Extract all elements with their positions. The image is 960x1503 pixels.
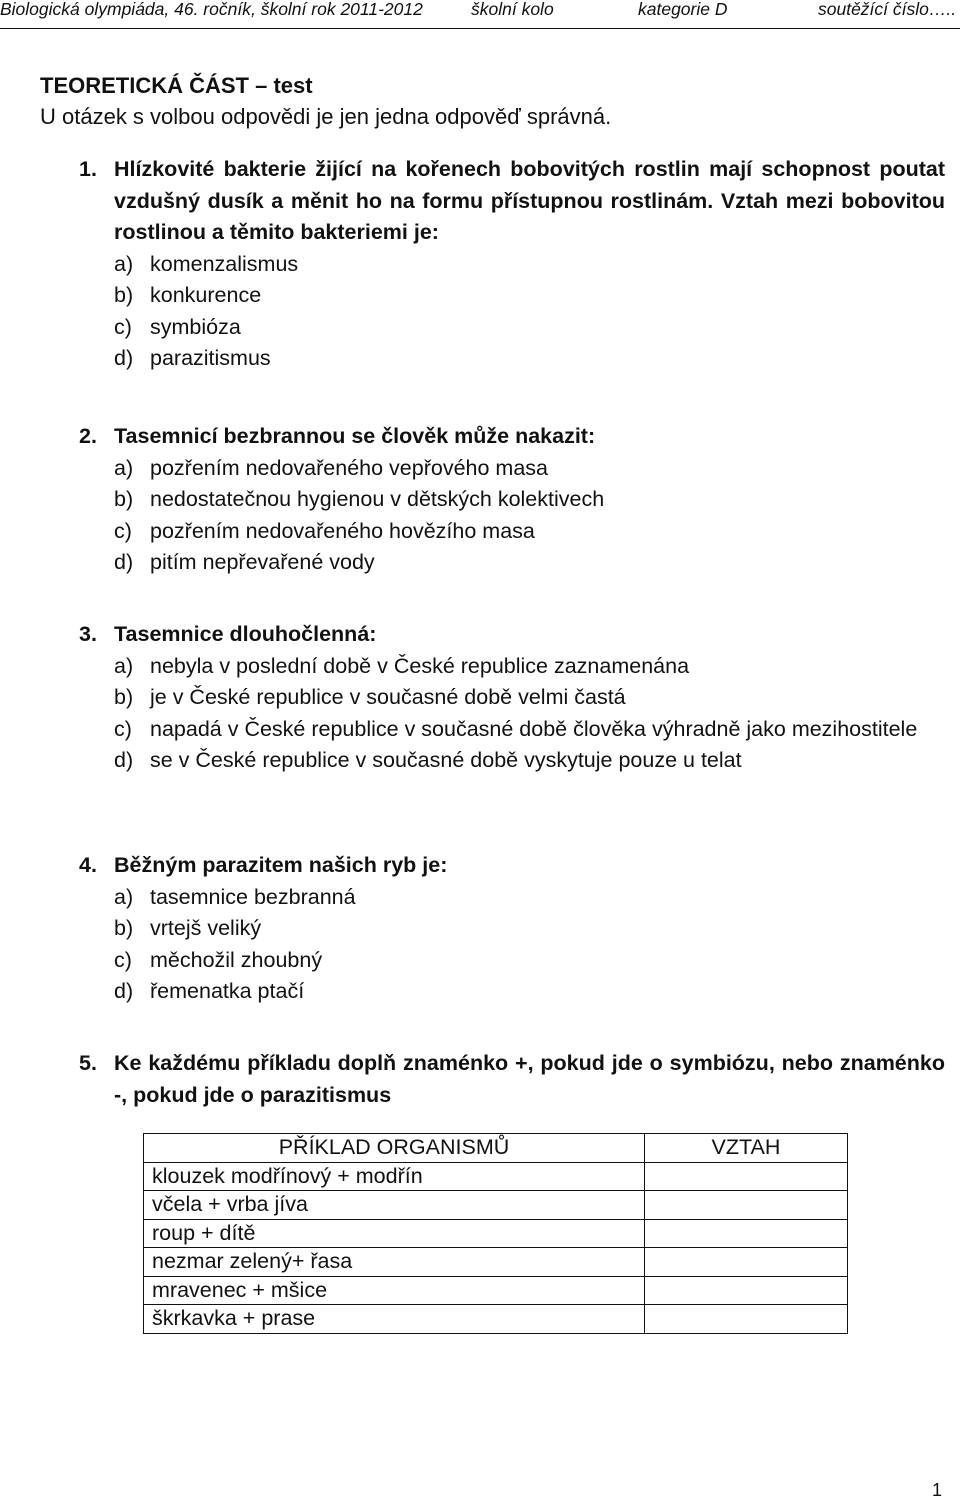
option-text: pitím nepřevařené vody [150, 550, 375, 574]
relation-input-cell[interactable] [645, 1276, 848, 1305]
column-header-examples: PŘÍKLAD ORGANISMŮ [144, 1134, 645, 1163]
question-number: 4. [79, 853, 97, 877]
relation-input-cell[interactable] [645, 1248, 848, 1277]
question-1 [79, 154, 945, 375]
question-text: Tasemnicí bezbrannou se člověk může nakazit: [114, 424, 596, 448]
answer-option[interactable] [114, 280, 945, 312]
option-text: vrtejš veliký [150, 916, 262, 940]
option-letter: a) [114, 455, 134, 480]
answer-option[interactable] [114, 547, 945, 579]
option-letter: c) [114, 314, 132, 339]
organism-pair: roup + dítě [144, 1219, 645, 1248]
question-text: Tasemnice dlouhočlenná: [114, 622, 377, 646]
table-row [144, 1248, 848, 1277]
question-number: 2. [79, 424, 97, 448]
page-header [0, 0, 960, 29]
relation-input-cell[interactable] [645, 1219, 848, 1248]
answer-option[interactable] [114, 714, 945, 746]
option-letter: b) [114, 685, 134, 709]
relationship-table [143, 1133, 848, 1334]
organism-pair: klouzek modřínový + modřín [144, 1162, 645, 1191]
answer-option[interactable] [114, 651, 945, 683]
answer-option[interactable] [114, 249, 945, 281]
table-row [144, 1191, 848, 1220]
table-header-row [144, 1134, 848, 1163]
question-text: Ke každému příkladu doplň znaménko +, pokud jde o symbiózu, nebo znaménko -, pokud jde o parazitismus [114, 1051, 945, 1107]
option-text: řemenatka ptačí [150, 979, 305, 1003]
option-text: je v České republice v současné době velmi častá [150, 685, 626, 709]
organism-pair: škrkavka + prase [144, 1305, 645, 1334]
answer-option[interactable] [114, 945, 945, 977]
option-letter: b) [114, 487, 134, 511]
header-competition: Biologická olympiáda, 46. ročník, školní rok 2011-2012 [0, 0, 423, 19]
organism-pair: včela + vrba jíva [144, 1191, 645, 1220]
question-number: 3. [79, 622, 97, 646]
table-row [144, 1276, 848, 1305]
option-letter: a) [114, 251, 134, 276]
option-letter: b) [114, 916, 134, 940]
header-number-label: soutěžící číslo….. [818, 0, 957, 19]
answer-option[interactable] [114, 882, 945, 914]
header-category: kategorie D [638, 0, 728, 19]
option-text: měchožil zhoubný [150, 947, 323, 972]
option-text: parazitismus [150, 346, 271, 370]
question-number: 5. [79, 1051, 97, 1075]
section-title: TEORETICKÁ ČÁST – test [40, 73, 313, 98]
option-letter: c) [114, 716, 132, 741]
question-number: 1. [79, 157, 97, 181]
table-row [144, 1305, 848, 1334]
option-text: napadá v České republice v současné době člověka výhradně jako mezihostitele [150, 716, 918, 741]
table-row [144, 1162, 848, 1191]
question-text: Běžným parazitem našich ryb je: [114, 853, 448, 877]
relation-input-cell[interactable] [645, 1162, 848, 1191]
option-letter: a) [114, 884, 134, 909]
relation-input-cell[interactable] [645, 1305, 848, 1334]
answer-option[interactable] [114, 484, 945, 516]
section-intro [40, 70, 611, 132]
question-2 [79, 421, 945, 579]
option-text: pozřením nedovařeného hovězího masa [150, 518, 535, 543]
answer-option[interactable] [114, 745, 945, 777]
option-letter: a) [114, 653, 134, 678]
organism-pair: mravenec + mšice [144, 1276, 645, 1305]
section-instruction: U otázek s volbou odpovědi je jen jedna odpověď správná. [40, 104, 612, 129]
header-round: školní kolo [471, 0, 554, 19]
option-letter: d) [114, 748, 134, 772]
option-letter: b) [114, 283, 134, 307]
option-letter: c) [114, 518, 132, 543]
answer-option[interactable] [114, 343, 945, 375]
answer-option[interactable] [114, 312, 945, 344]
question-4 [79, 850, 945, 1008]
organism-pair: nezmar zelený+ řasa [144, 1248, 645, 1277]
question-3 [79, 619, 945, 777]
answer-option[interactable] [114, 453, 945, 485]
option-letter: d) [114, 979, 134, 1003]
answer-option[interactable] [114, 976, 945, 1008]
table-row [144, 1219, 848, 1248]
answer-option[interactable] [114, 516, 945, 548]
answer-option[interactable] [114, 913, 945, 945]
option-letter: c) [114, 947, 132, 972]
column-header-relation: VZTAH [645, 1134, 848, 1163]
option-letter: d) [114, 550, 134, 574]
option-text: nebyla v poslední době v České republice zaznamenána [150, 653, 690, 678]
answer-option[interactable] [114, 682, 945, 714]
option-text: komenzalismus [150, 251, 299, 276]
option-text: pozřením nedovařeného vepřového masa [150, 455, 549, 480]
option-text: tasemnice bezbranná [150, 884, 356, 909]
option-text: se v České republice v současné době vyskytuje pouze u telat [150, 748, 742, 772]
relation-input-cell[interactable] [645, 1191, 848, 1220]
option-text: symbióza [150, 314, 241, 339]
page-number: 1 [932, 1480, 943, 1500]
option-letter: d) [114, 346, 134, 370]
option-text: konkurence [150, 283, 262, 307]
option-text: nedostatečnou hygienou v dětských kolektivech [150, 487, 605, 511]
question-text: Hlízkovité bakterie žijící na kořenech bobovitých rostlin mají schopnost poutat vzdušný dusík a měnit ho na formu přístupnou rostlinám. Vztah mezi bobovitou rostlinou a těmito bakteriemi je: [114, 157, 945, 244]
question-5 [79, 1048, 945, 1111]
